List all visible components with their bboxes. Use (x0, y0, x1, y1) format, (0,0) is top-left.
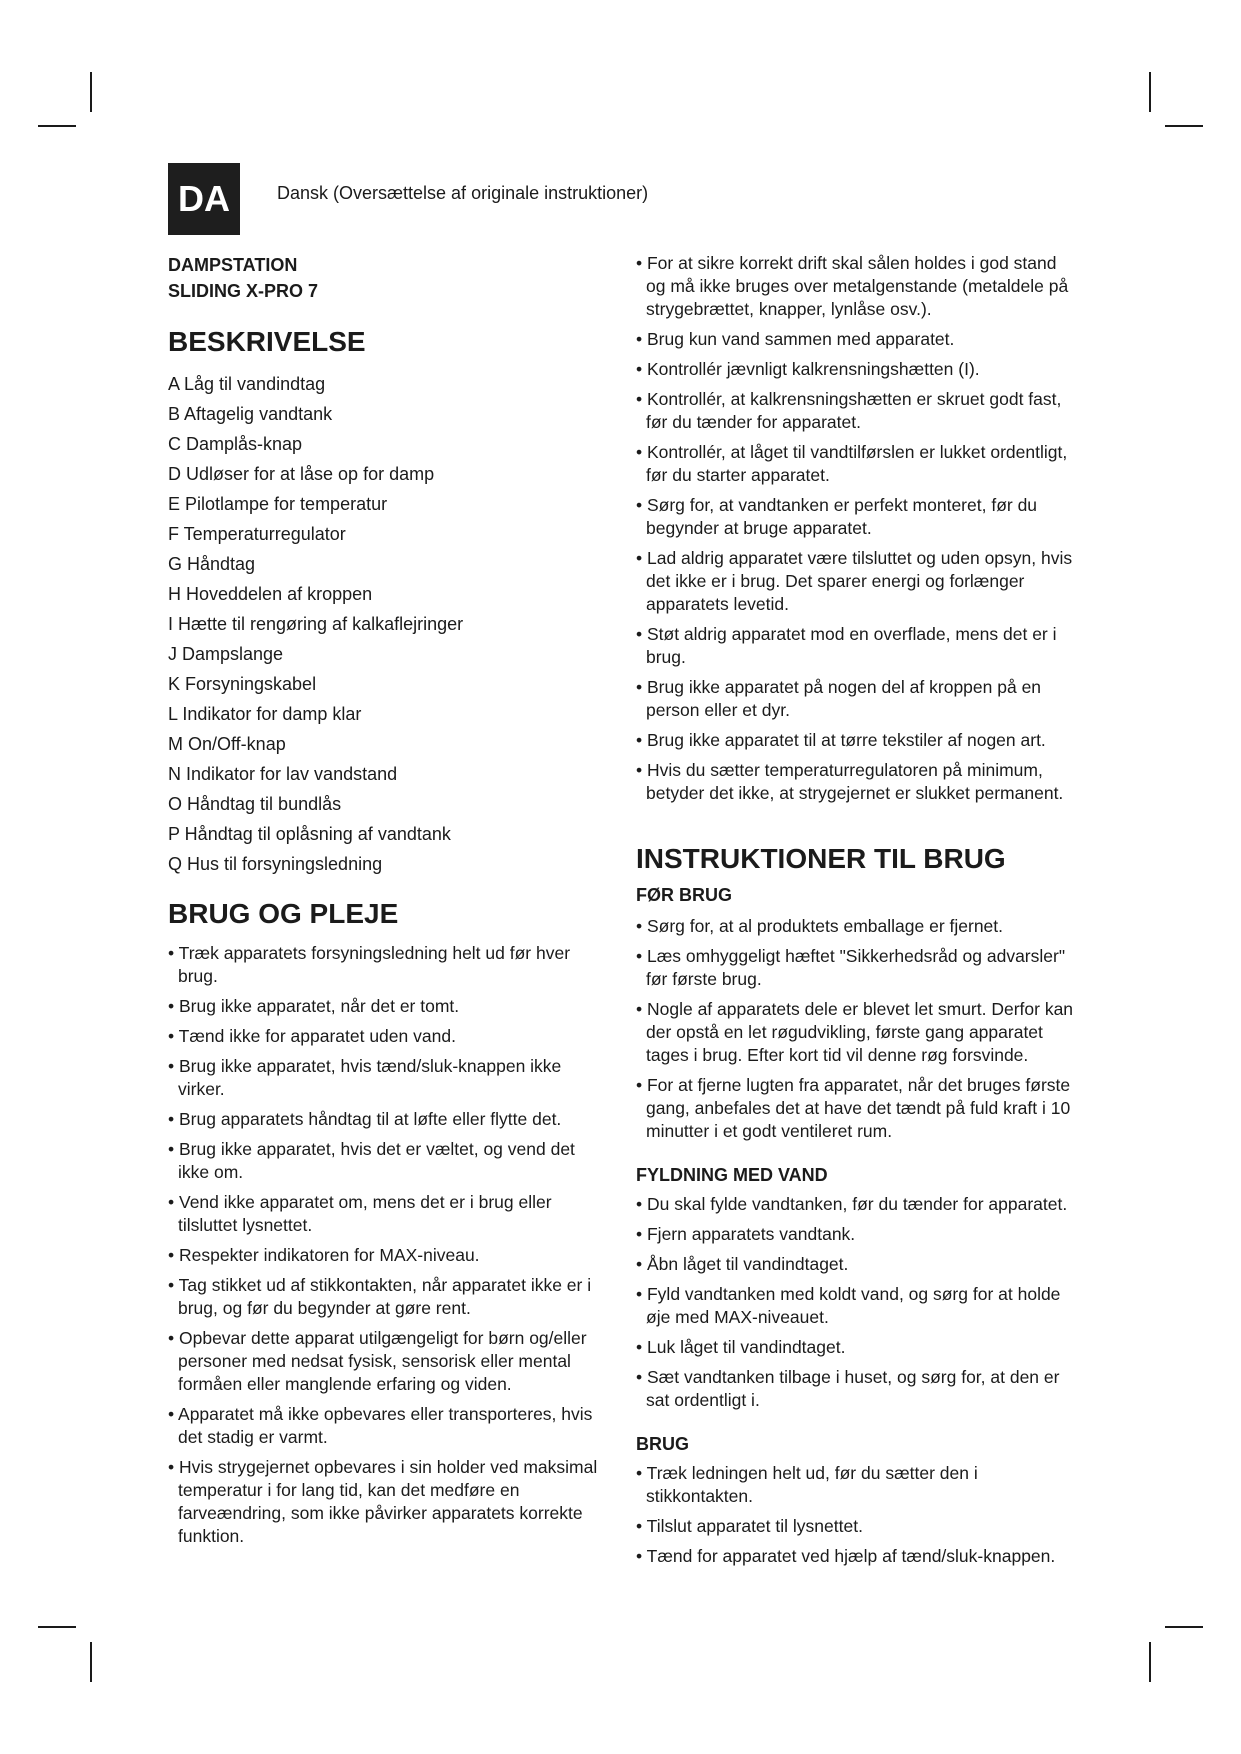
list-item: • Luk låget til vandindtaget. (636, 1337, 846, 1357)
list-item: • Vend ikke apparatet om, mens det er i brug eller tilsluttet lysnettet. (168, 1192, 552, 1235)
before-use-title: FØR BRUG (636, 885, 732, 905)
list-item: • Åbn låget til vandindtaget. (636, 1254, 849, 1274)
part-item: G Håndtag (168, 554, 256, 574)
part-item: K Forsyningskabel (168, 674, 317, 694)
crop-mark-top-right-v (1149, 72, 1151, 112)
language-badge: DA (168, 163, 240, 235)
list-item: • Brug kun vand sammen med apparatet. (636, 329, 955, 349)
list-item: • Nogle af apparatets dele er blevet let smurt. Derfor kan der opstå en let røgudvikling, første gang apparatet tages i brug. Efter kort tid vil denne røg forsvinde. (636, 999, 1074, 1065)
crop-mark-bottom-right-v (1149, 1642, 1151, 1682)
use-care-continued-list (636, 252, 1076, 805)
list-item: • For at sikre korrekt drift skal sålen holdes i god stand og må ikke bruges over metalgenstande (metaldele på strygebrættet, knapper, lynlåse osv.). (636, 253, 1069, 319)
left-column (168, 252, 608, 1555)
list-item: • Respekter indikatoren for MAX-niveau. (168, 1245, 480, 1265)
list-item: • Brug ikke apparatet på nogen del af kroppen på en person eller et dyr. (636, 677, 1042, 720)
part-item: L Indikator for damp klar (168, 704, 362, 724)
list-item: • Brug ikke apparatet til at tørre tekstiler af nogen art. (636, 730, 1046, 750)
list-item: • Brug ikke apparatet, når det er tomt. (168, 996, 460, 1016)
list-item: • Tilslut apparatet til lysnettet. (636, 1516, 863, 1536)
parts-list (168, 372, 608, 876)
before-use-list (636, 915, 1076, 1143)
part-item: J Dampslange (168, 644, 284, 664)
part-item: I Hætte til rengøring af kalkaflejringer (168, 614, 464, 634)
list-item: • Træk ledningen helt ud, før du sætter den i stikkontakten. (636, 1463, 978, 1506)
list-item: • Tag stikket ud af stikkontakten, når apparatet ikke er i brug, og før du begynder at gøre rent. (168, 1275, 592, 1318)
use-care-list (168, 942, 608, 1548)
part-item: A Låg til vandindtag (168, 374, 326, 394)
crop-mark-top-right-h (1165, 125, 1203, 127)
list-item: • Kontrollér jævnligt kalkrensningshætten (I). (636, 359, 980, 379)
list-item: • Kontrollér, at kalkrensningshætten er skruet godt fast, før du tænder for apparatet. (636, 389, 1062, 432)
list-item: • Hvis strygejernet opbevares i sin holder ved maksimal temperatur i for lang tid, kan det medføre en farveændring, som ikke påvirker apparatets korrekte funktion. (168, 1457, 598, 1546)
list-item: • For at fjerne lugten fra apparatet, når det bruges første gang, anbefales det at have det tændt på fuld kraft i 10 minutter i et godt ventileret rum. (636, 1075, 1071, 1141)
list-item: • Fjern apparatets vandtank. (636, 1224, 856, 1244)
crop-mark-bottom-left-h (38, 1626, 76, 1628)
list-item: • Opbevar dette apparat utilgængeligt for børn og/eller personer med nedsat fysisk, sensorisk eller mental formåen eller manglende erfaring og viden. (168, 1328, 587, 1394)
part-item: N Indikator for lav vandstand (168, 764, 398, 784)
list-item: • Du skal fylde vandtanken, før du tænder for apparatet. (636, 1194, 1068, 1214)
part-item: H Hoveddelen af kroppen (168, 584, 373, 604)
language-title: Dansk (Oversættelse af originale instruktioner) (277, 183, 649, 203)
list-item: • Hvis du sætter temperaturregulatoren på minimum, betyder det ikke, at strygejernet er slukket permanent. (636, 760, 1064, 803)
list-item: • Lad aldrig apparatet være tilsluttet og uden opsyn, hvis det ikke er i brug. Det sparer energi og forlænger apparatets levetid. (636, 548, 1073, 614)
list-item: • Træk apparatets forsyningsledning helt ud før hver brug. (168, 943, 571, 986)
list-item: • Brug apparatets håndtag til at løfte eller flytte det. (168, 1109, 562, 1129)
crop-mark-top-left-v (90, 72, 92, 112)
part-item: E Pilotlampe for temperatur (168, 494, 388, 514)
list-item: • Læs omhyggeligt hæftet "Sikkerhedsråd og advarsler" før første brug. (636, 946, 1066, 989)
list-item: • Brug ikke apparatet, hvis tænd/sluk-knappen ikke virker. (168, 1056, 562, 1099)
part-item: O Håndtag til bundlås (168, 794, 342, 814)
crop-mark-bottom-right-h (1165, 1626, 1203, 1628)
list-item: • Sæt vandtanken tilbage i huset, og sørg for, at den er sat ordentligt i. (636, 1367, 1060, 1410)
crop-mark-bottom-left-v (90, 1642, 92, 1682)
part-item: D Udløser for at låse op for damp (168, 464, 435, 484)
crop-mark-top-left-h (38, 125, 76, 127)
part-item: F Temperaturregulator (168, 524, 346, 544)
list-item: • Apparatet må ikke opbevares eller transporteres, hvis det stadig er varmt. (168, 1404, 593, 1447)
filling-title: FYLDNING MED VAND (636, 1165, 828, 1185)
use-list (636, 1462, 1076, 1568)
part-item: B Aftagelig vandtank (168, 404, 333, 424)
right-column (636, 252, 1076, 1575)
list-item: • Støt aldrig apparatet mod en overflade, mens det er i brug. (636, 624, 1057, 667)
list-item: • Kontrollér, at låget til vandtilførslen er lukket ordentligt, før du starter apparatet. (636, 442, 1068, 485)
description-title: BESKRIVELSE (168, 326, 366, 357)
list-item: • Sørg for, at vandtanken er perfekt monteret, før du begynder at bruge apparatet. (636, 495, 1038, 538)
product-line-2: SLIDING X-PRO 7 (168, 281, 319, 301)
part-item: Q Hus til forsyningsledning (168, 854, 383, 874)
use-title: BRUG (636, 1434, 689, 1454)
part-item: M On/Off-knap (168, 734, 286, 754)
instructions-title: INSTRUKTIONER TIL BRUG (636, 843, 1006, 874)
use-care-title: BRUG OG PLEJE (168, 898, 399, 929)
list-item: • Tænd ikke for apparatet uden vand. (168, 1026, 456, 1046)
filling-list (636, 1193, 1076, 1412)
product-line-1: DAMPSTATION (168, 255, 298, 275)
list-item: • Fyld vandtanken med koldt vand, og sørg for at holde øje med MAX-niveauet. (636, 1284, 1061, 1327)
list-item: • Tænd for apparatet ved hjælp af tænd/sluk-knappen. (636, 1546, 1056, 1566)
part-item: C Damplås-knap (168, 434, 303, 454)
part-item: P Håndtag til oplåsning af vandtank (168, 824, 451, 844)
list-item: • Sørg for, at al produktets emballage er fjernet. (636, 916, 1004, 936)
list-item: • Brug ikke apparatet, hvis det er væltet, og vend det ikke om. (168, 1139, 575, 1182)
